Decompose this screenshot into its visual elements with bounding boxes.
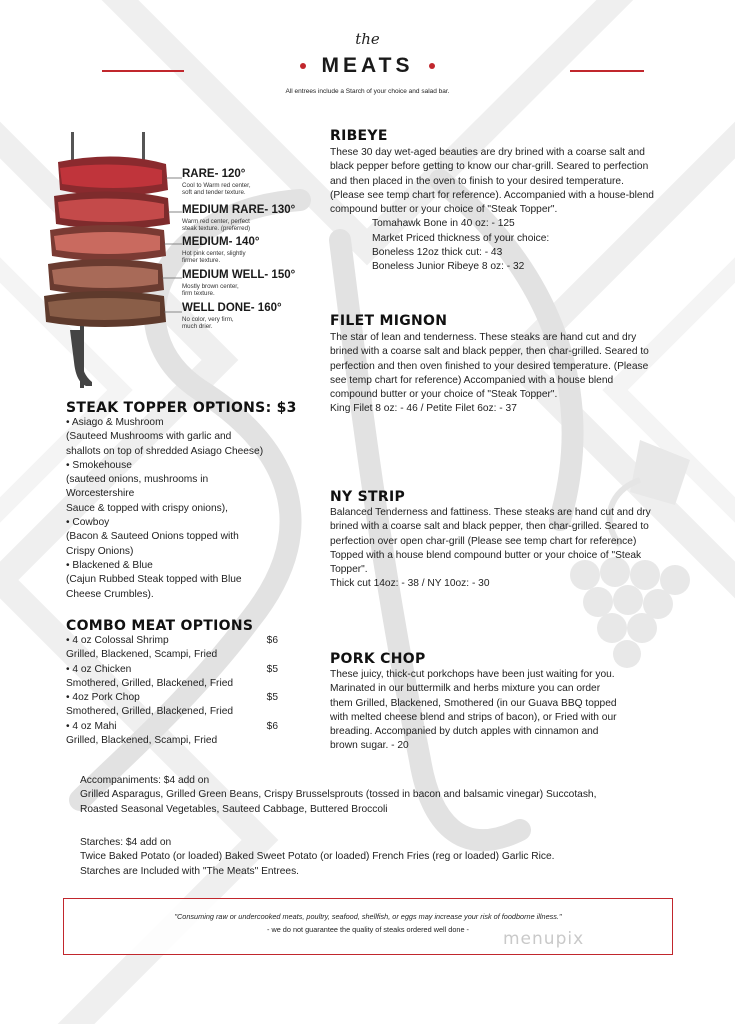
steak-topper-title: STEAK TOPPER OPTIONS: $3 <box>66 400 297 416</box>
temp-rare-label: RARE- 120° <box>182 168 246 180</box>
starches-heading: Starches: $4 add on <box>80 837 172 848</box>
combo-title: COMBO MEAT OPTIONS <box>66 618 254 634</box>
header-rule-right <box>570 70 644 72</box>
starches-section: Starches: $4 add on Twice Baked Potato (or loaded) Baked Sweet Potato (or loaded) French Fries (reg or loaded) Garlic Rice. Starches are Included with "The Meats" Entrees. <box>80 837 555 877</box>
temp-medium-rare-label: MEDIUM RARE- 130° <box>182 204 296 216</box>
temp-medium-well-label: MEDIUM WELL- 150° <box>182 269 296 281</box>
temp-rare-desc: Cool to Warm red center, soft and tender texture. <box>182 182 251 196</box>
page-title-text: MEATS <box>321 54 414 77</box>
porkchop-desc: These juicy, thick-cut porkchops have been just waiting for you. Marinated in our buttermilk and herbs mixture you can order them Grilled, Blackened, Smothered (in our Guava BBQ topped with melted cheese blend and strips of bacon), or Fried with our breading. Accompanied by dutch apples with cinnamon and brown sugar. - 20 <box>330 669 617 752</box>
temp-medium-label: MEDIUM- 140° <box>182 236 260 248</box>
combo-item: • 4 oz Colossal Shrimp $6 <box>66 634 278 648</box>
header-rule-left <box>102 70 184 72</box>
filet-desc: The star of lean and tenderness. These steaks are hand cut and dry brined with a coarse salt and black pepper, then char-grilled. Seared to perfection and then oven finished to your desired temperature. (Please see temp chart for reference) Accompanied with a house blend compound butter or your choice of "Steak Topper". King Filet 8 oz: - 46 / Petite Filet 6oz: - 37 <box>330 331 649 417</box>
combo-price: $6 <box>266 720 278 732</box>
ribeye-option: Tomahawk Bone in 40 oz: - 125 <box>372 218 515 230</box>
nystrip-prices: Thick cut 14oz: - 38 / NY 10oz: - 30 <box>330 578 490 590</box>
brand-the-script: the <box>355 30 380 48</box>
disclaimer-line-1: "Consuming raw or undercooked meats, poultry, seafood, shellfish, or eggs may increase your risk of foodborne illness." <box>174 912 562 921</box>
temp-well-done-label: WELL DONE- 160° <box>182 302 282 314</box>
combo-item: • 4oz Pork Chop $5 <box>66 691 278 705</box>
accompaniments-section: Accompaniments: $4 add on Grilled Asparagus, Grilled Green Beans, Crispy Brusselsprouts (tossed in bacon and balsamic vinegar) Succotash, Roasted Seasonal Vegetables, Sauteed Cabbage, Buttered Broccoli <box>80 775 597 815</box>
temp-well-done-desc: No color, very firm, much drier. <box>182 316 234 330</box>
temp-medium-well-desc: Mostly brown center, firm texture. <box>182 283 239 297</box>
filet-title: FILET MIGNON <box>330 313 448 329</box>
ribeye-title: RIBEYE <box>330 128 388 144</box>
temp-medium-rare-desc: Warm red center, perfect steak texture. (preferred) <box>182 218 251 232</box>
page-title <box>0 54 735 78</box>
ribeye-desc: These 30 day wet-aged beauties are dry brined with a coarse salt and black pepper before getting to know our char-grill. Seared to perfection and then placed in the oven to finish to your desired temperature. (Please see temp chart for reference). Accompanied with a house-blend compound butter or your choice of "Steak Topper". Tomahawk Bone in 40 oz: - 125 Market Priced thickness of your choice: Boneless 12oz thick cut: - 43 Boneless Junior Ribeye 8 oz: - 32 <box>330 146 654 275</box>
steak-temp-chart <box>36 130 326 390</box>
ribeye-option: Boneless 12oz thick cut: - 43 <box>372 247 503 259</box>
ribeye-option: Boneless Junior Ribeye 8 oz: - 32 <box>372 261 525 273</box>
title-dot-left <box>300 63 306 69</box>
combo-price: $5 <box>266 692 278 704</box>
title-dot-right <box>429 63 435 69</box>
combo-item: • 4 oz Chicken $5 <box>66 663 278 677</box>
accompaniments-heading: Accompaniments: $4 add on <box>80 775 210 786</box>
page-subtitle: All entrees include a Starch of your choice and salad bar. <box>285 88 450 95</box>
combo-item: • 4 oz Mahi $6 <box>66 720 278 734</box>
nystrip-desc: Balanced Tenderness and fattiness. These steaks are hand cut and dry brined with a coarse salt and black pepper, then char-grilled. Seared to perfection over open char-grill (Please see temp chart for reference) Topped with a house blend compound butter or your choice of "Steak Topper". Thick cut 14oz: - 38 / NY 10oz: - 30 <box>330 506 651 592</box>
disclaimer-line-2: - we do not guarantee the quality of steaks ordered well done - <box>266 925 469 934</box>
ribeye-option: Market Priced thickness of your choice: <box>372 232 550 244</box>
nystrip-title: NY STRIP <box>330 489 406 505</box>
combo-list: • 4 oz Colossal Shrimp $6 Grilled, Blackened, Scampi, Fried • 4 oz Chicken $5 Smothered, Grilled, Blackened, Fried • 4oz Pork Chop $5 Smothered, Grilled, Blackened, Fried • 4 oz Mahi $6 Grilled, Blackened, Scampi, Fried <box>66 635 278 747</box>
filet-prices: King Filet 8 oz: - 46 / Petite Filet 6oz: - 37 <box>330 403 517 415</box>
combo-price: $6 <box>266 635 278 646</box>
porkchop-title: PORK CHOP <box>330 651 426 667</box>
temp-medium-desc: Hot pink center, slightly firmer texture. <box>182 250 246 264</box>
menupix-watermark: menupix <box>503 929 585 949</box>
steak-topper-list: • Asiago & Mushroom (Sauteed Mushrooms with garlic and shallots on top of shredded Asiago Cheese) • Smokehouse (sauteed onions, mushrooms in Worcestershire Sauce & topped with crispy onions), • Cowboy (Bacon & Sauteed Onions topped with Crispy Onions) • Blackened & Blue (Cajun Rubbed Steak topped with Blue Cheese Crumbles). <box>66 417 264 600</box>
combo-price: $5 <box>266 663 278 675</box>
